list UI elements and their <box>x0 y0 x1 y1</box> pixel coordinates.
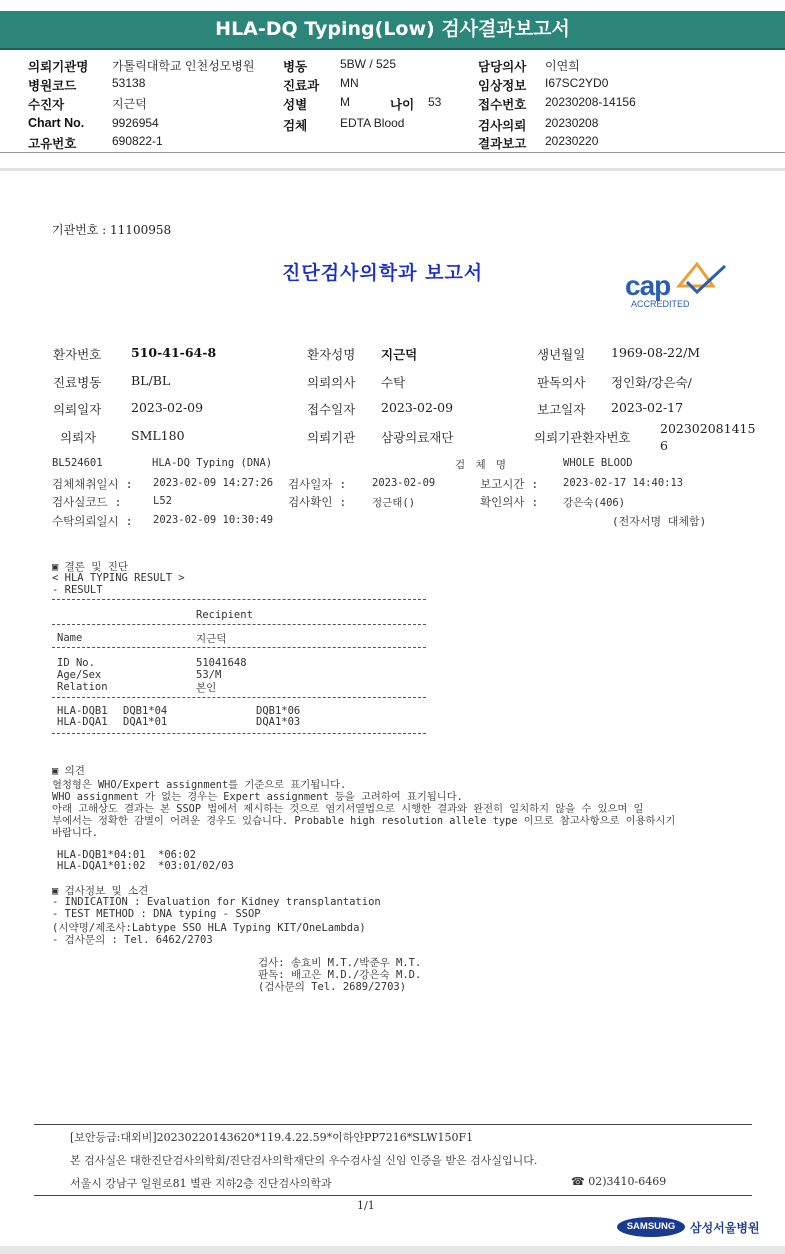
header-label: 병원코드 <box>28 79 77 93</box>
opinion-line: 바랍니다. <box>52 827 98 839</box>
test-value: 2023-02-09 <box>372 477 436 489</box>
page-title: HLA-DQ Typing(Low) 검사결과보고서 <box>215 18 570 40</box>
result-sub2: - RESULT <box>52 584 103 596</box>
cap-accredited-logo <box>617 256 735 316</box>
header-divider <box>0 152 785 153</box>
header-label: 고유번호 <box>28 137 77 151</box>
cap-text: cap <box>625 270 671 301</box>
page-number: 1/1 <box>357 1199 375 1212</box>
patient-value: 삼광의료재단 <box>381 430 454 445</box>
consign-label: 수탁의뢰일시 : <box>52 514 133 528</box>
patient-value: BL/BL <box>131 373 171 388</box>
method-heading: ▣ 검사정보 및 소견 <box>52 885 149 897</box>
result-sub1: < HLA TYPING RESULT > <box>52 572 185 584</box>
patient-value: 수탁 <box>381 375 406 390</box>
patient-value: 정인화/강은숙/ <box>611 375 692 390</box>
report-title: 진단검사의학과 보고서 <box>282 262 484 284</box>
header-value: M <box>340 95 350 109</box>
hr-locus: HLA-DQA1*01:02 <box>57 860 146 872</box>
header-label: 검체 <box>283 119 308 133</box>
test-value: 2023-02-17 14:40:13 <box>563 477 684 489</box>
name-value: 지근덕 <box>196 633 227 645</box>
test-label: 검사확인 : <box>288 495 347 509</box>
test-value: 2023-02-09 14:27:26 <box>153 477 274 489</box>
patient-value: 2023-02-09 <box>381 400 454 415</box>
consign-value: 2023-02-09 10:30:49 <box>153 514 274 526</box>
allele-1: DQA1*01 <box>123 716 168 728</box>
agesex-value: 53/M <box>196 669 222 681</box>
patient-label: 판독의사 <box>537 375 586 390</box>
patient-label: 환자성명 <box>307 347 356 362</box>
patient-label: 의뢰기관 <box>307 430 356 445</box>
recipient-label: Recipient <box>196 609 253 621</box>
header-label: 병동 <box>283 60 308 74</box>
allele-locus: HLA-DQA1 <box>57 716 108 728</box>
hospital-name: 삼성서울병원 <box>690 1221 760 1235</box>
samsung-logo <box>617 1217 685 1237</box>
header-value: 가톨릭대학교 인천성모병원 <box>112 59 255 73</box>
patient-value: 2023-02-09 <box>131 400 204 415</box>
signer-line: (검사문의 Tel. 2689/2703) <box>258 981 407 993</box>
id-label: ID No. <box>57 657 95 669</box>
age-label: 나이 <box>390 98 415 112</box>
age-value: 53 <box>428 95 442 109</box>
result-divider <box>52 624 426 625</box>
patient-value: 510-41-64-8 <box>131 345 217 360</box>
header-value: 20230220 <box>545 134 599 148</box>
ref-no-cont: 6 <box>660 438 668 453</box>
agesex-label: Age/Sex <box>57 669 102 681</box>
opinion-heading: ▣ 의견 <box>52 765 85 777</box>
phone: ☎ 02)3410-6469 <box>571 1175 667 1188</box>
header-value: I67SC2YD0 <box>545 76 609 90</box>
patient-value: 1969-08-22/M <box>611 345 701 360</box>
test-value: L52 <box>153 495 172 507</box>
security-info: [보안등급:대외비]20230220143620*119.4.22.59*이하얀PP7216*SLW150F1 <box>70 1131 474 1144</box>
esign-note: (전자서명 대체함) <box>612 515 707 528</box>
patient-value: SML180 <box>131 428 185 443</box>
patient-label: 보고일자 <box>537 402 586 417</box>
institution-no: 기관번호 : 11100958 <box>52 223 172 237</box>
opinion-line: 혈청형은 WHO/Expert assignment를 기준으로 표기됩니다. <box>52 779 347 791</box>
opinion-line: 부에서는 정확한 감별이 어려운 경우도 있습니다. Probable high resolution allele type 이므로 참고사항으로 이용하시기 <box>52 815 676 827</box>
header-label: 접수번호 <box>478 98 527 112</box>
conclusion-heading: ▣ 결론 및 진단 <box>52 561 129 573</box>
patient-label: 의뢰일자 <box>53 402 102 417</box>
specimen-label: 검 체 명 <box>455 459 509 471</box>
header-label: 의뢰기관명 <box>28 60 89 74</box>
test-label: 검사일자 : <box>288 477 347 491</box>
allele-1: DQB1*04 <box>123 705 168 717</box>
method-line: (시약명/제조사:Labtype SSO HLA Typing KIT/OneLambda) <box>52 922 366 934</box>
name-label: Name <box>57 632 83 644</box>
test-label: 검체채취일시 : <box>52 477 133 491</box>
test-label: 검사실코드 : <box>52 495 122 509</box>
header-label: 성별 <box>283 98 308 112</box>
hr-locus: HLA-DQB1*04:01 <box>57 849 146 861</box>
test-value: 정근태() <box>372 497 416 509</box>
patient-label: 환자번호 <box>53 347 102 362</box>
cap-sub: ACCREDITED <box>631 299 690 309</box>
header-label: Chart No. <box>28 116 85 130</box>
header-label: 담당의사 <box>478 60 527 74</box>
allele-2: DQA1*03 <box>256 716 301 728</box>
footer-top-line <box>34 1124 752 1125</box>
hr-alt: *03:01/02/03 <box>158 860 234 872</box>
result-divider <box>52 697 426 698</box>
result-divider <box>52 647 426 648</box>
header-value: 20230208 <box>545 116 599 130</box>
patient-label: 의뢰자 <box>60 430 97 445</box>
header-value: 지근덕 <box>112 97 147 111</box>
header-label: 진료과 <box>283 79 320 93</box>
patient-label: 생년월일 <box>537 347 586 362</box>
method-line: - TEST METHOD : DNA typing - SSOP <box>52 908 261 920</box>
result-divider <box>52 733 426 734</box>
header-label: 수진자 <box>28 98 65 112</box>
patient-label: 의뢰기관환자번호 <box>534 430 631 445</box>
title-bar <box>0 11 785 50</box>
header-value: 9926954 <box>112 116 159 130</box>
allele-2: DQB1*06 <box>256 705 301 717</box>
header-value: 이연희 <box>545 59 580 73</box>
patient-label: 의뢰의사 <box>307 375 356 390</box>
footer-bottom-line <box>34 1195 752 1196</box>
test-label: 확인의사 : <box>480 495 539 509</box>
header-value: 20230208-14156 <box>545 95 636 109</box>
method-line: - 검사문의 : Tel. 6462/2703 <box>52 934 213 946</box>
samsung-wordmark: SAMSUNG <box>626 1221 676 1232</box>
patient-value: 2023-02-17 <box>611 400 684 415</box>
test-code: BL524601 <box>52 457 103 469</box>
patient-label: 진료병동 <box>53 375 102 390</box>
address: 서울시 강남구 일원로81 별관 지하2층 진단검사의학과 <box>70 1177 332 1190</box>
relation-value: 본인 <box>196 682 217 694</box>
header-value: EDTA Blood <box>340 116 405 130</box>
allele-locus: HLA-DQB1 <box>57 705 108 717</box>
certification-text: 본 검사실은 대한진단검사의학회/진단검사의학재단의 우수검사실 신임 인증을 받은 검사실입니다. <box>70 1154 538 1167</box>
test-value: 강은숙(406) <box>563 497 626 509</box>
specimen-value: WHOLE BLOOD <box>563 457 633 469</box>
header-value: 53138 <box>112 76 146 90</box>
method-line: - INDICATION : Evaluation for Kidney transplantation <box>52 896 381 908</box>
opinion-line: WHO assignment 가 없는 경우는 Expert assignment 등을 고려하여 표기됩니다. <box>52 791 463 803</box>
header-value: MN <box>340 76 359 90</box>
signer-line: 판독: 배고은 M.D./강은숙 M.D. <box>258 969 422 981</box>
header-shadow <box>0 168 785 171</box>
patient-value: 202302081415 <box>660 421 756 436</box>
patient-label: 접수일자 <box>307 402 356 417</box>
bottom-band <box>0 1246 785 1254</box>
result-divider <box>52 599 426 600</box>
header-value: 5BW / 525 <box>340 57 397 71</box>
hr-alt: *06:02 <box>158 849 196 861</box>
header-label: 검사의뢰 <box>478 119 527 133</box>
id-value: 51041648 <box>196 657 247 669</box>
signer-line: 검사: 송효비 M.T./박준우 M.T. <box>258 957 422 969</box>
patient-value: 지근덕 <box>381 347 418 362</box>
header-value: 690822-1 <box>112 134 163 148</box>
relation-label: Relation <box>57 681 108 693</box>
test-label: 보고시간 : <box>480 477 539 491</box>
header-label: 결과보고 <box>478 137 527 151</box>
opinion-line: 아래 고해상도 결과는 본 SSOP 법에서 제시하는 것으로 염기서열법으로 시행한 결과와 완전히 일치하지 않을 수 있으며 일 <box>52 803 644 815</box>
header-label: 임상정보 <box>478 79 527 93</box>
test-name: HLA-DQ Typing (DNA) <box>152 457 273 469</box>
